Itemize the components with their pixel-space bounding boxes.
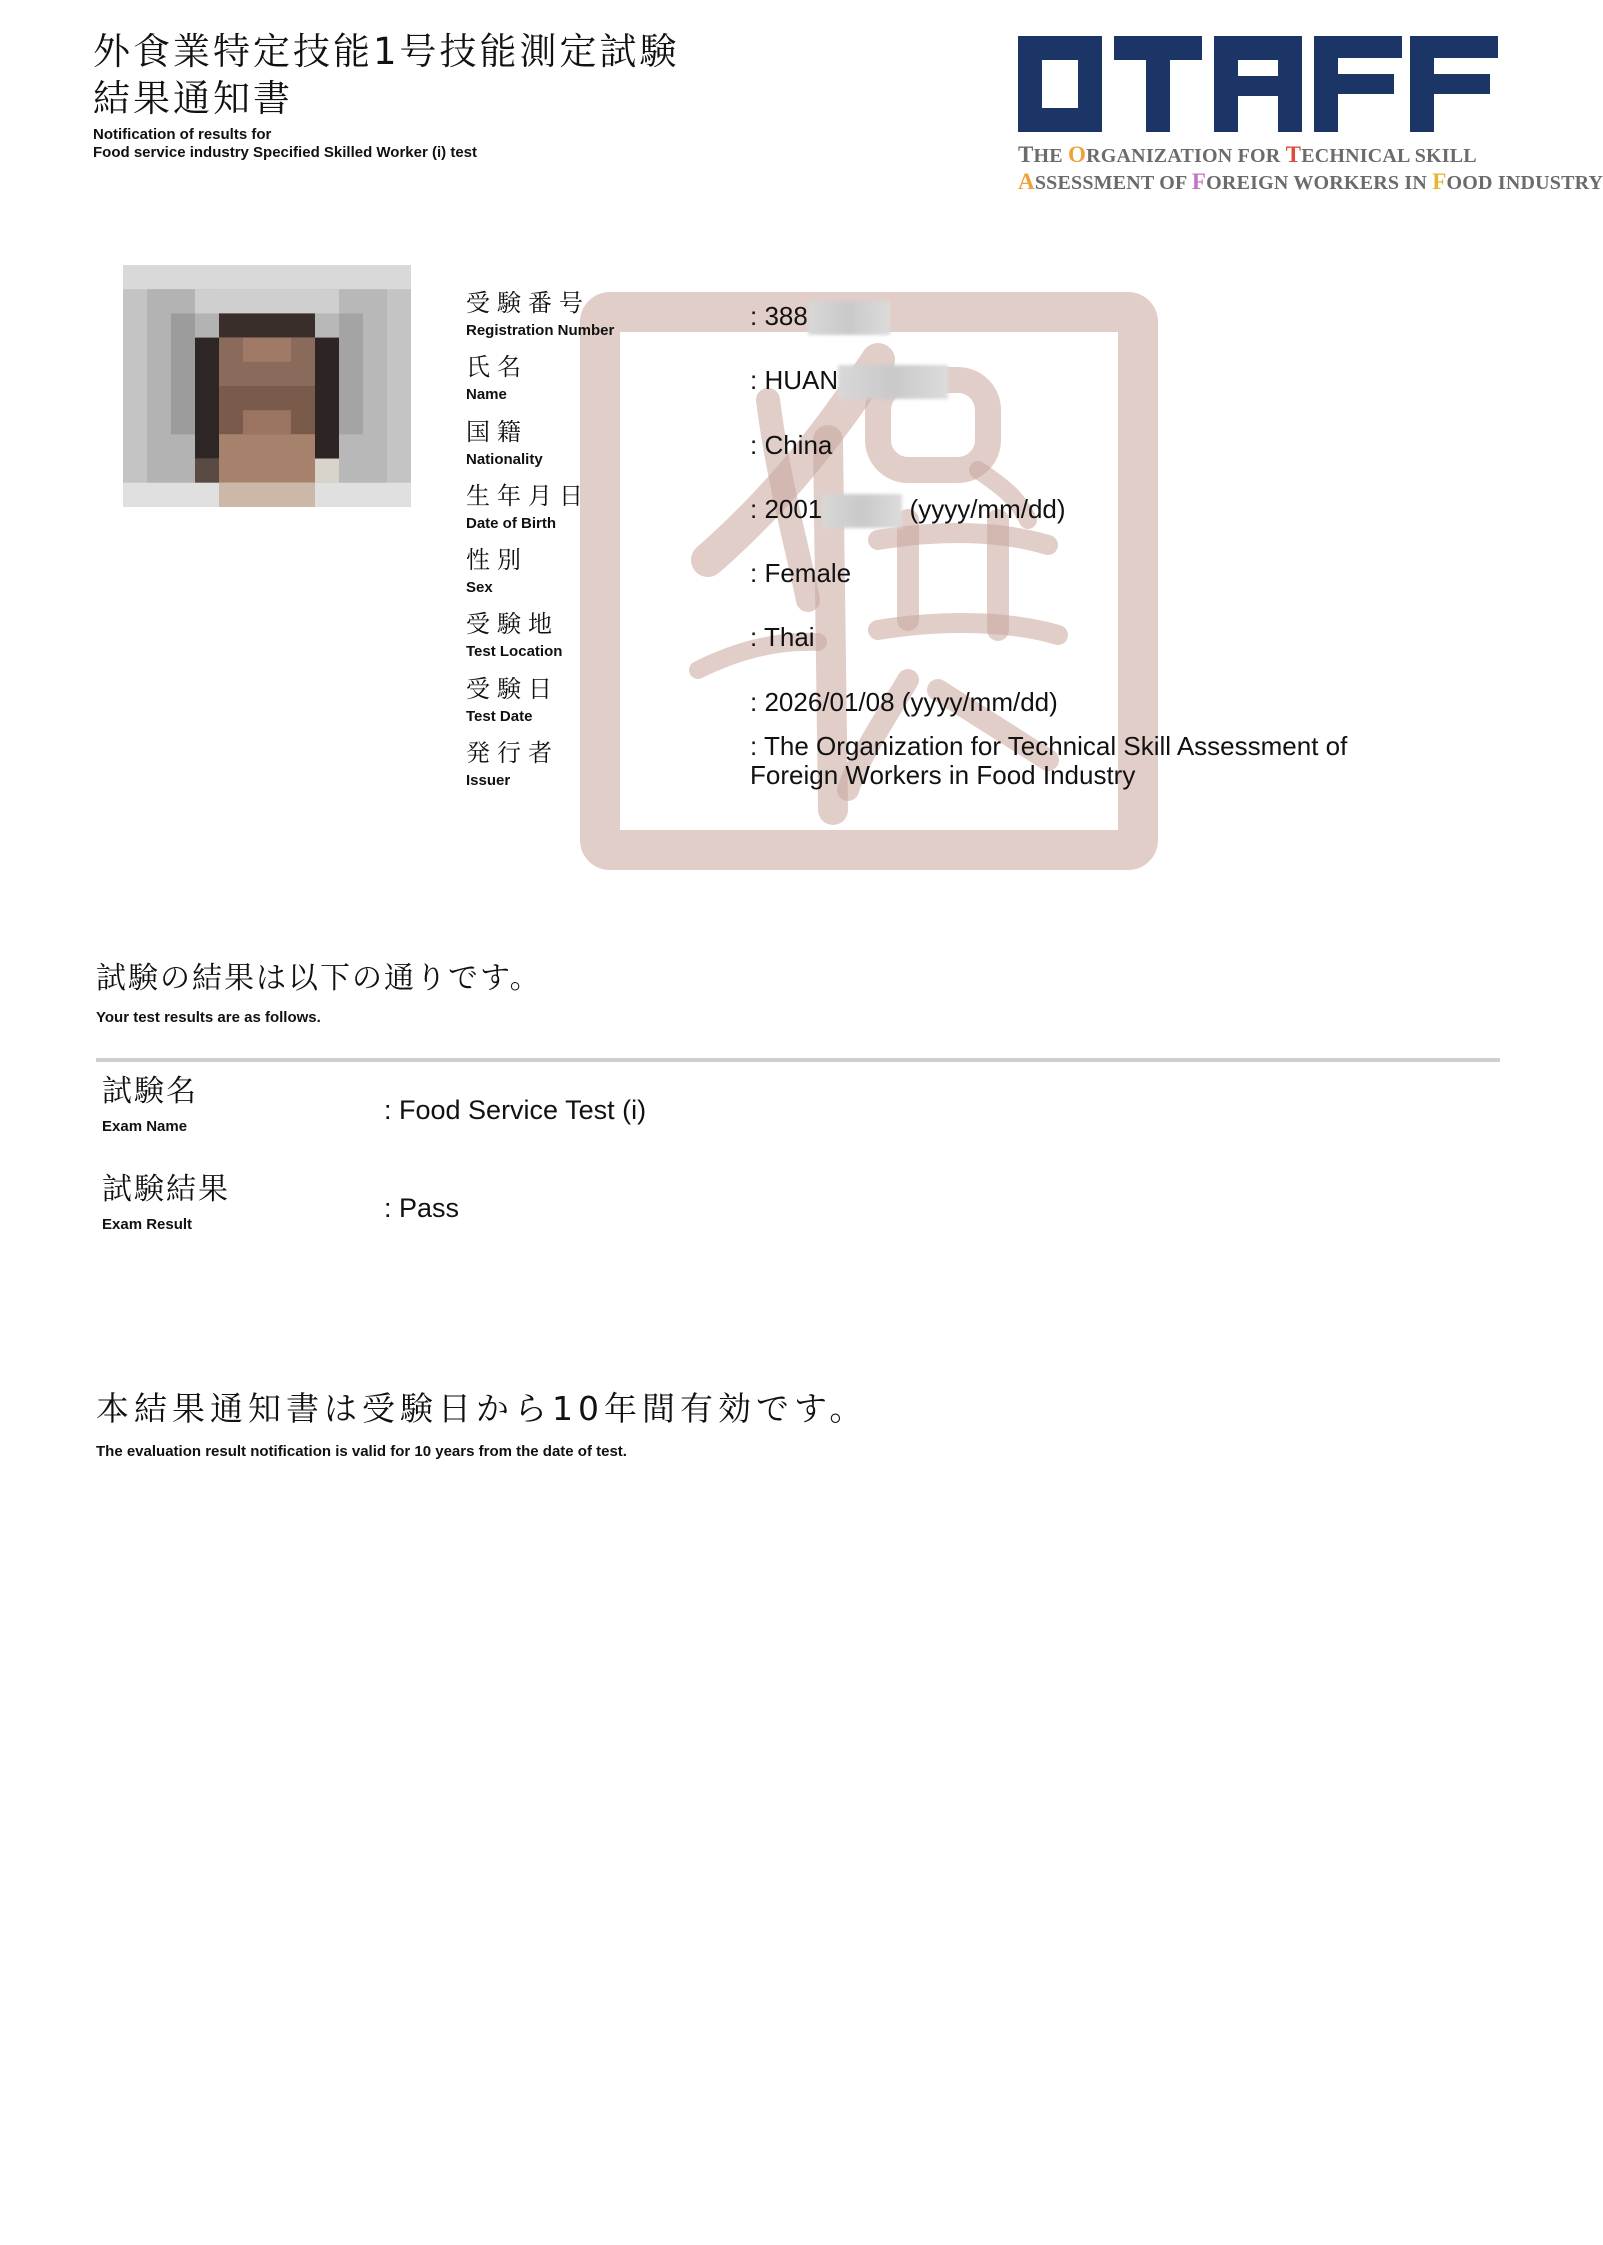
registration-label-en: Registration Number — [466, 322, 615, 339]
document-title-jp — [93, 28, 680, 122]
issuer-value-line2: Foreign Workers in Food Industry — [750, 760, 1136, 790]
registration-value — [750, 301, 890, 335]
nationality-label-jp: 国籍 — [466, 418, 528, 446]
sex-label-jp: 性別 — [466, 546, 528, 574]
test-location-label-en: Test Location — [466, 643, 563, 660]
exam-name-label-en: Exam Name — [102, 1118, 188, 1135]
dob-label-en: Date of Birth — [466, 515, 556, 532]
logo-tagline-line1: THE ORGANIZATION FOR TECHNICAL SKILL — [1018, 142, 1477, 167]
info-row-nationality — [466, 417, 1466, 481]
info-row-test-date — [466, 674, 1466, 738]
dob-value — [750, 494, 1066, 528]
exam-name-label-jp: 試験名 — [102, 1074, 198, 1109]
info-row-issuer — [466, 731, 1466, 802]
redaction-block — [838, 365, 948, 399]
dob-value-prefix: : 2001 — [750, 494, 823, 524]
exam-name-value: : Food Service Test (i) — [384, 1095, 647, 1125]
dob-label-jp: 生年月日 — [466, 482, 590, 510]
validity-note-jp: 本結果通知書は受験日から10年間有効です。 — [96, 1389, 868, 1428]
title-en-line2: Food service industry Specified Skilled Worker (i) test — [93, 144, 477, 161]
nationality-label-en: Nationality — [466, 451, 543, 468]
registration-label-jp: 受験番号 — [466, 289, 590, 317]
blurred-portrait-icon — [123, 265, 411, 507]
info-row-sex — [466, 545, 1466, 609]
exam-result-label-jp: 試験結果 — [102, 1172, 230, 1207]
name-value — [750, 365, 948, 399]
document-title-en — [93, 126, 477, 162]
issuer-value — [750, 732, 1347, 790]
info-row-dob — [466, 481, 1466, 545]
exam-result-row — [102, 1172, 1402, 1242]
issuer-label-en: Issuer — [466, 772, 511, 789]
applicant-photo — [123, 265, 411, 507]
nationality-value: : China — [750, 430, 833, 460]
info-row-name — [466, 352, 1466, 416]
logo-tagline — [1018, 142, 1603, 196]
title-en-line1: Notification of results for — [93, 126, 272, 143]
validity-note-en: The evaluation result notification is valid for 10 years from the date of test. — [96, 1443, 627, 1460]
results-intro-jp: 試験の結果は以下の通りです。 — [96, 961, 542, 996]
issuer-value-line1: : The Organization for Technical Skill Assessment of — [750, 731, 1348, 761]
test-location-value: : Thai — [750, 622, 815, 652]
name-value-text: : HUAN — [750, 365, 839, 395]
test-date-value: : 2026/01/08 (yyyy/mm/dd) — [750, 687, 1058, 717]
section-divider — [96, 1058, 1500, 1062]
test-date-label-jp: 受験日 — [466, 675, 559, 703]
exam-name-row — [102, 1074, 1402, 1144]
exam-result-value: : Pass — [384, 1193, 460, 1223]
otaff-wordmark-icon — [1018, 36, 1498, 132]
logo-tagline-line2: ASSESSMENT OF FOREIGN WORKERS IN FOOD INDUSTRY — [1018, 169, 1603, 194]
title-jp-line1: 外食業特定技能1号技能測定試験 — [93, 30, 680, 73]
otaff-logo — [1018, 36, 1603, 196]
registration-value-text: : 388 — [750, 301, 808, 331]
test-date-label-en: Test Date — [466, 708, 533, 725]
redaction-block — [822, 494, 902, 528]
sex-value: : Female — [750, 558, 852, 588]
dob-value-suffix: (yyyy/mm/dd) — [909, 494, 1066, 524]
results-intro-en: Your test results are as follows. — [96, 1009, 321, 1026]
sex-label-en: Sex — [466, 579, 493, 596]
issuer-label-jp: 発行者 — [466, 739, 559, 767]
redaction-block — [808, 301, 890, 335]
name-label-jp: 氏名 — [466, 353, 528, 381]
title-jp-line2: 結果通知書 — [93, 77, 293, 120]
info-row-test-location — [466, 609, 1466, 673]
exam-result-label-en: Exam Result — [102, 1216, 193, 1233]
name-label-en: Name — [466, 386, 507, 403]
info-row-registration — [466, 288, 1466, 352]
test-location-label-jp: 受験地 — [466, 610, 559, 638]
